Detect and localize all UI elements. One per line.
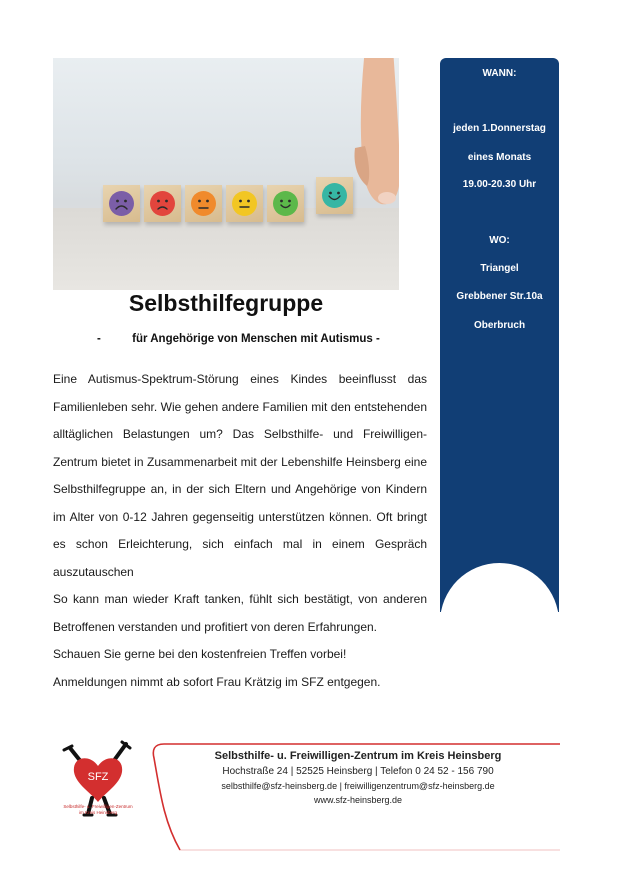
- body-text: [53, 366, 427, 696]
- page-subtitle: [53, 333, 429, 345]
- emoji-cube: [185, 185, 222, 222]
- smile-face-icon: [273, 191, 298, 216]
- paragraph: So kann man wieder Kraft tanken, fühlt sich bestätigt, von anderen Betroffenen verstanden und profitiert von deren Erfahrungen.: [53, 592, 427, 634]
- very-sad-face-icon: [109, 191, 134, 216]
- logo-caption-line: Selbsthilfe- u. Freiwilligen-Zentrum: [63, 804, 133, 809]
- when-day: jeden 1.Donnerstag: [453, 123, 546, 134]
- paragraph: Eine Autismus-Spektrum-Störung eines Kindes beeinflusst das Familienleben sehr. Wie gehen andere Familien mit den entstehenden alltäglichen Belastungen um? Das Selbsthilfe- und Freiwilligen-Zentrum bietet in Zusammenarbeit mit der Lebenshilfe Heinsberg eine Selbsthilfegruppe an, in der sich Eltern und Angehörige von Kindern im Alter von 0-12 Jahren gegenseitig unterstützen können. Oft bringt es schon Erleichterung, sich einfach mal in einem Gespräch auszutauschen: [53, 372, 427, 579]
- when-label: WANN:: [482, 68, 517, 79]
- email-links[interactable]: selbsthilfe@sfz-heinsberg.de | freiwilligenzentrum@sfz-heinsberg.de: [221, 781, 495, 791]
- emoji-cube: [316, 177, 353, 214]
- happy-face-icon: [322, 183, 347, 208]
- where-place: Triangel: [480, 263, 519, 274]
- unhappy-face-icon: [191, 191, 216, 216]
- subtitle-text: für Angehörige von Menschen mit Autismus -: [132, 333, 380, 345]
- emoji-cube: [103, 185, 140, 222]
- emoji-cube: [226, 185, 263, 222]
- logo-caption: [48, 804, 148, 816]
- address: Hochstraße 24 | 52525 Heinsberg | Telefon 0 24 52 - 156 790: [222, 766, 494, 777]
- logo-caption-line: im Kreis Heinsberg: [78, 810, 117, 815]
- sad-face-icon: [150, 191, 175, 216]
- when-month: eines Monats: [467, 152, 532, 163]
- emoji-cube: [144, 185, 181, 222]
- page-title: Selbsthilfegruppe: [128, 290, 324, 316]
- where-street: Grebbener Str.10a: [456, 291, 543, 302]
- paragraph: Schauen Sie gerne bei den kostenfreien Treffen vorbei!: [53, 647, 347, 661]
- where-label: WO:: [489, 235, 510, 246]
- footer-contact: [190, 748, 526, 807]
- website-link[interactable]: www.sfz-heinsberg.de: [313, 795, 403, 805]
- emoji-cube: [267, 185, 304, 222]
- when-time: 19.00-20.30 Uhr: [462, 179, 537, 190]
- info-sidebar: [440, 58, 559, 612]
- sidebar-arc-cutout: [440, 563, 559, 612]
- org-name: Selbsthilfe- u. Freiwilligen-Zentrum im Kreis Heinsberg: [214, 750, 502, 762]
- hero-photo: [53, 58, 399, 290]
- subtitle-dash: -: [97, 333, 101, 345]
- where-city: Oberbruch: [473, 320, 526, 331]
- neutral-face-icon: [232, 191, 257, 216]
- paragraph: Anmeldungen nimmt ab sofort Frau Krätzig im SFZ entgegen.: [53, 674, 381, 689]
- logo-text: SFZ: [87, 771, 109, 783]
